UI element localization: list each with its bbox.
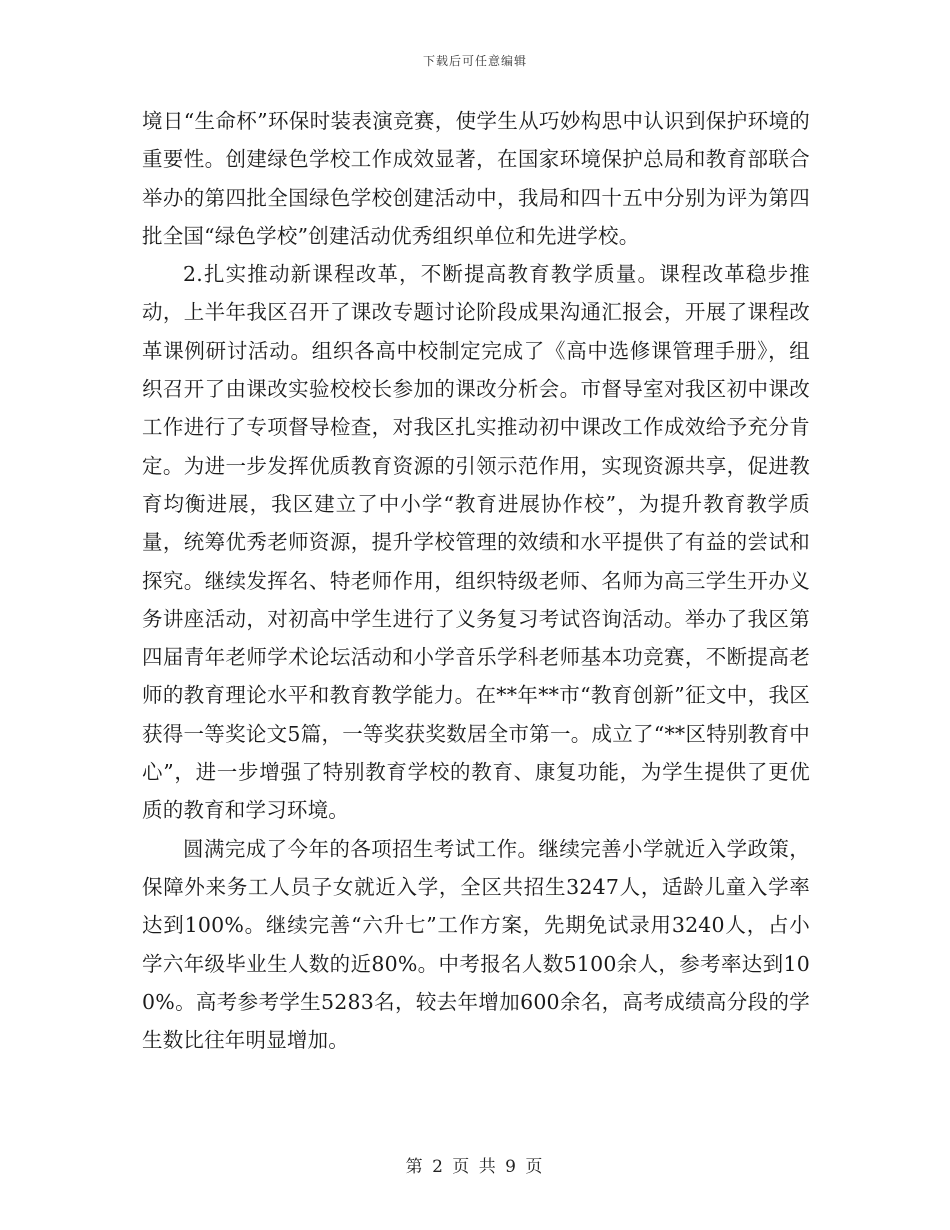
page-header: 下载后可任意编辑 <box>422 54 527 68</box>
page-number-footer: 第 2 页 共 9 页 <box>405 1157 545 1177</box>
paragraph-continuation: 境日“生命杯”环保时装表演竞赛，使学生从巧妙构思中认识到保护环境的重要性。创建绿色学校工作成效显著，在国家环境保护总局和教育部联合举办的第四批全国绿色学校创建活动中，我局和四十五中分别为评为第四批全国“绿色学校”创建活动优秀组织单位和先进学校。 <box>142 109 810 248</box>
paragraph-enrollment-exams: 圆满完成了今年的各项招生考试工作。继续完善小学就近入学政策，保障外来务工人员子女就近入学，全区共招生3247人，适龄儿童入学率达到100%。继续完善“六升七”工作方案，先期免试录用3240人，占小学六年级毕业生人数的近80%。中考报名人数5100余人，参考率达到100%。高考参考学生5283名，较去年增加600余名，高考成绩高分段的学生数比往年明显增加。 <box>142 836 810 1053</box>
document-body <box>142 102 810 1059</box>
paragraph-curriculum-reform: 2.扎实推动新课程改革，不断提高教育教学质量。课程改革稳步推动，上半年我区召开了课改专题讨论阶段成果沟通汇报会，开展了课程改革课例研讨活动。组织各高中校制定完成了《高中选修课管理手册》，组织召开了由课改实验校校长参加的课改分析会。市督导室对我区初中课改工作进行了专项督导检查，对我区扎实推动初中课改工作成效给予充分肯定。为进一步发挥优质教育资源的引领示范作用，实现资源共享，促进教育均衡进展，我区建立了中小学“教育进展协作校”，为提升教育教学质量，统筹优秀老师资源，提升学校管理的效绩和水平提供了有益的尝试和探究。继续发挥名、特老师作用，组织特级老师、名师为高三学生开办义务讲座活动，对初高中学生进行了义务复习考试咨询活动。举办了我区第四届青年老师学术论坛活动和小学音乐学科老师基本功竞赛，不断提高老师的教育理论水平和教育教学能力。在**年**市“教育创新”征文中，我区获得一等奖论文5篇，一等奖获奖数居全市第一。成立了“**区特别教育中心”，进一步增强了特别教育学校的教育、康复功能，为学生提供了更优质的教育和学习环境。 <box>142 262 810 823</box>
